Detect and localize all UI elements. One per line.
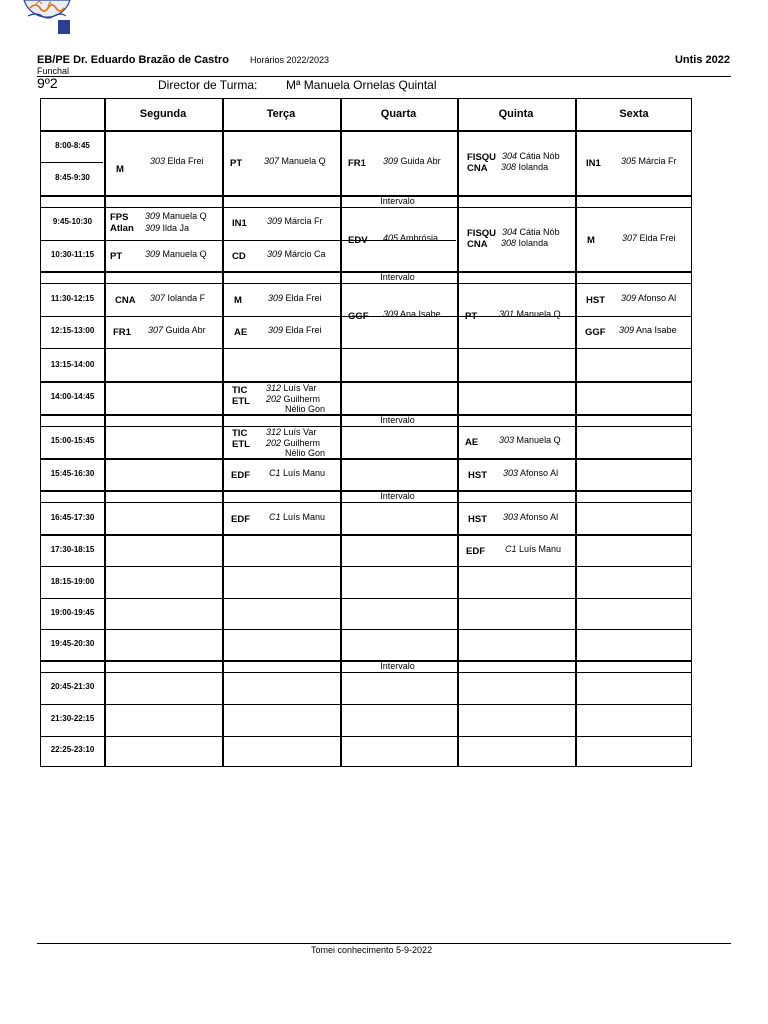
lesson-teacher: Elda Frei [639,233,676,243]
break-label: Intervalo [380,661,415,671]
lesson-entry [269,512,325,523]
grid-line [41,566,691,567]
lesson-entry [502,151,560,162]
lesson-teacher: Luís Manu [283,468,326,478]
lesson-entry [150,156,204,167]
lesson-subject: HST [468,514,487,525]
lesson-room: 309 [145,211,161,221]
lesson-teacher: Manuela Q [516,435,561,445]
lesson-teacher: Cátia Nób [519,151,560,161]
time-label: 19:45-20:30 [50,639,95,648]
lesson-room: 307 [264,156,280,166]
grid-line [41,672,691,673]
lesson-entry [268,293,322,304]
lesson-teacher: Márcio Ca [284,249,326,259]
lesson-subject: IN1 [232,218,247,229]
timetable-grid [40,98,692,767]
lesson-entry [269,468,325,479]
lesson-room: 308 [501,162,517,172]
time-label: 15:45-16:30 [50,469,95,478]
lesson-entry [266,383,316,394]
lesson-room: 309 [268,325,284,335]
lesson-teacher: Guilherm [283,438,321,448]
school-name: EB/PE Dr. Eduardo Brazão de Castro [37,54,229,66]
day-header-quarta: Quarta [380,108,417,120]
grid-line [41,598,691,599]
lesson-subject: ETL [232,439,250,450]
time-label: 16:45-17:30 [50,513,95,522]
lesson-room: 309 [267,249,283,259]
lesson-room: 202 [266,394,282,404]
lesson-subject: GGF [348,311,369,322]
day-header-sexta: Sexta [619,108,649,120]
lesson-subject: PT [465,311,478,322]
time-label: 8:00-8:45 [55,141,90,150]
grid-line [41,162,103,163]
lesson-entry [383,309,441,320]
lesson-room: 309 [145,223,161,233]
lesson-entry [148,325,206,336]
city: Funchal [37,66,70,76]
grid-line [41,458,691,460]
lesson-teacher: Manuela Q [516,309,561,319]
lesson-subject: FISQU [467,152,497,163]
lesson-teacher: Iolanda [518,238,549,248]
lesson-subject: FISQU [467,228,497,239]
grid-line [41,704,691,705]
lesson-entry [619,325,677,336]
lesson-entry [145,211,207,222]
lesson-room: 309 [619,325,635,335]
lesson-subject: GGF [585,327,606,338]
lesson-entry [145,223,189,234]
lesson-subject: FR1 [113,327,131,338]
day-header-quinta: Quinta [498,108,534,120]
lesson-entry [264,156,326,167]
lesson-subject: AE [234,327,248,338]
lesson-teacher: Elda Frei [285,325,322,335]
lesson-room: 303 [499,435,515,445]
school-logo [22,0,72,36]
grid-line [41,381,691,383]
lesson-entry [267,216,323,227]
lesson-entry [116,159,124,177]
lesson-entry [266,427,316,438]
break-label: Intervalo [380,196,415,206]
lesson-entry [383,233,438,244]
lesson-teacher: Guilherm [283,394,321,404]
grid-line [41,502,691,503]
lesson-entry [622,233,676,244]
time-label: 22:25-23:10 [50,745,95,754]
break-label: Intervalo [380,272,415,282]
lesson-subject: CD [232,251,246,262]
lesson-teacher: Márcia Fr [284,216,323,226]
lesson-entry [503,468,558,479]
grid-line [41,534,691,536]
lesson-room: 309 [267,216,283,226]
lesson-teacher: Manuela Q [162,249,207,259]
lesson-subject: CNA [115,295,136,306]
lesson-teacher: Iolanda F [167,293,206,303]
lesson-teacher: Manuela Q [281,156,326,166]
lesson-teacher: Afonso Al [638,293,677,303]
time-label: 18:15-19:00 [50,577,95,586]
lesson-teacher: Luís Var [283,383,317,393]
grid-line [41,348,691,349]
lesson-room: 305 [621,156,637,166]
lesson-teacher: Iolanda [518,162,549,172]
lesson-subject: Atlan [110,223,134,234]
footer-acknowledgement: Tomei conhecimento 5-9-2022 [311,945,433,955]
lesson-room: 405 [383,233,399,243]
break-label: Intervalo [380,415,415,425]
lesson-entry [503,512,558,523]
lesson-entry [621,156,677,167]
day-header-segunda: Segunda [139,108,187,120]
grid-line [41,736,691,737]
lesson-teacher: Ana Isabe [400,309,441,319]
time-label: 21:30-22:15 [50,714,95,723]
lesson-room: C1 [269,468,281,478]
lesson-subject: CNA [467,239,488,250]
lesson-teacher: Guida Abr [400,156,441,166]
class-name: 9º2 [37,75,58,91]
day-header-terca: Terça [266,108,296,120]
time-label: 9:45-10:30 [52,217,93,226]
lesson-entry [499,435,561,446]
time-label: 20:45-21:30 [50,682,95,691]
lesson-entry [621,293,676,304]
lesson-subject: M [587,235,595,246]
lesson-entry [502,227,560,238]
lesson-room: 307 [148,325,164,335]
lesson-subject: HST [586,295,605,306]
lesson-teacher: Ilda Ja [162,223,190,233]
lesson-room: 307 [150,293,166,303]
lesson-room: 309 [621,293,637,303]
time-label: 10:30-11:15 [50,250,95,259]
lesson-subject: PT [230,158,243,169]
lesson-subject: EDF [231,470,250,481]
lesson-subject: AE [465,437,479,448]
lesson-room: 308 [501,238,517,248]
break-label: Intervalo [380,491,415,501]
time-label: 15:00-15:45 [50,436,95,445]
lesson-entry [505,544,561,555]
lesson-teacher: Afonso Al [520,512,559,522]
lesson-teacher: Luís Manu [283,512,326,522]
lesson-teacher: Luís Var [283,427,317,437]
lesson-entry [145,249,207,260]
lesson-room: 307 [622,233,638,243]
lesson-teacher: Luís Manu [519,544,562,554]
time-label: 8:45-9:30 [55,173,90,182]
time-label: 11:30-12:15 [50,294,95,303]
lesson-subject: CNA [467,163,488,174]
lesson-room: 304 [502,151,518,161]
director-name: Mª Manuela Ornelas Quintal [286,78,437,92]
lesson-entry [268,325,322,336]
lesson-subject: EDF [466,546,485,557]
lesson-teacher: Cátia Nób [519,227,560,237]
lesson-teacher: Márcia Fr [638,156,677,166]
lesson-room: 312 [266,427,282,437]
lesson-subject: TIC [232,428,248,439]
time-label: 12:15-13:00 [50,326,95,335]
lesson-teacher: Nélio Gon [285,404,326,414]
lesson-entry [383,156,441,167]
lesson-room: C1 [505,544,517,554]
director-label: Director de Turma: [158,78,258,92]
lesson-room: 309 [383,309,399,319]
lesson-room: 303 [150,156,166,166]
lesson-subject: TIC [232,385,248,396]
lesson-subject: FR1 [348,158,366,169]
time-label: 19:00-19:45 [50,608,95,617]
time-label: 13:15-14:00 [50,360,95,369]
header-rule [37,76,731,77]
lesson-entry [501,162,548,173]
lesson-teacher: Ambrósia [400,233,439,243]
lesson-teacher: Manuela Q [162,211,207,221]
lesson-teacher: Afonso Al [520,468,559,478]
lesson-subject: HST [468,470,487,481]
lesson-room: 202 [266,438,282,448]
lesson-subject: ETL [232,396,250,407]
lesson-subject: FPS [110,212,129,223]
lesson-subject: EDF [231,514,250,525]
time-label: 17:30-18:15 [50,545,95,554]
lesson-room: 309 [268,293,284,303]
lesson-subject: M [116,164,124,175]
lesson-teacher: Elda Frei [167,156,204,166]
lesson-entry [150,293,205,304]
lesson-room: 301 [499,309,515,319]
grid-line [41,207,691,208]
grid-line [41,629,691,630]
lesson-teacher: Ana Isabe [636,325,677,335]
lesson-room: 304 [502,227,518,237]
school-year: Horários 2022/2023 [250,55,330,65]
lesson-subject: EDV [348,235,368,246]
lesson-room: 312 [266,383,282,393]
lesson-room: 309 [145,249,161,259]
lesson-entry [499,309,561,320]
time-label: 14:00-14:45 [50,392,95,401]
software-label: Untis 2022 [674,54,730,66]
lesson-subject: M [234,295,242,306]
footer-rule [37,943,731,944]
lesson-teacher: Guida Abr [165,325,206,335]
grid-line [41,130,691,132]
grid-line [41,426,691,427]
lesson-room: C1 [269,512,281,522]
lesson-room: 303 [503,512,519,522]
lesson-teacher: Nélio Gon [285,448,326,458]
lesson-subject: IN1 [586,158,601,169]
lesson-subject: PT [110,251,123,262]
lesson-room: 303 [503,468,519,478]
lesson-room: 309 [383,156,399,166]
lesson-teacher: Elda Frei [285,293,322,303]
grid-line [41,283,691,284]
lesson-entry [267,249,326,260]
lesson-entry [501,238,548,249]
